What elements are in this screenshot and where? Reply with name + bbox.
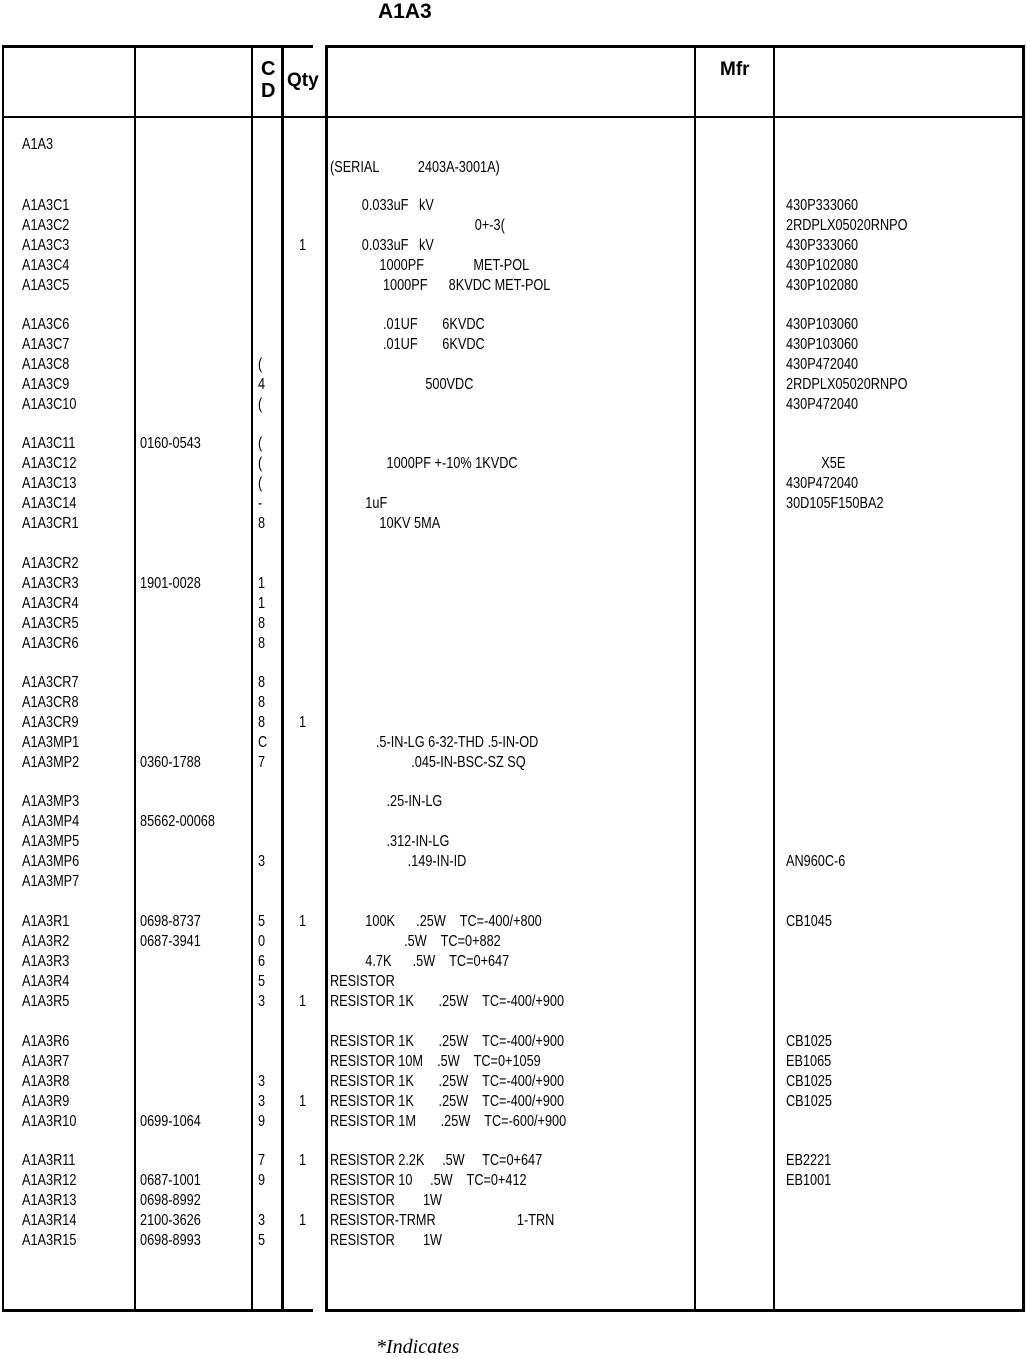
description: .01UF 6KVDC — [330, 336, 485, 353]
ref-designator: A1A3R9 — [22, 1093, 70, 1110]
ref-designator: A1A3CR6 — [22, 635, 79, 652]
description: 10KV 5MA — [330, 515, 441, 532]
ref-designator: A1A3R6 — [22, 1033, 70, 1050]
ref-designator: A1A3R7 — [22, 1053, 70, 1070]
check-digit: 1 — [258, 595, 266, 612]
col-line-qty — [281, 45, 284, 1312]
col-line-pn — [134, 45, 136, 1312]
ref-designator: A1A3MP4 — [22, 813, 80, 830]
check-digit: ( — [258, 396, 263, 413]
ref-designator: A1A3C13 — [22, 475, 77, 492]
description: 100K .25W TC=-400/+800 — [330, 913, 542, 930]
description: 0.033uF kV — [330, 197, 434, 214]
mfr-part-number: AN960C-6 — [786, 853, 846, 870]
mfr-part-number: 430P472040 — [786, 396, 859, 413]
ref-designator: A1A3C11 — [22, 435, 76, 452]
part-number: 0698-8737 — [140, 913, 201, 930]
ref-designator: A1A3R2 — [22, 933, 70, 950]
mfr-part-number: 430P333060 — [786, 197, 859, 214]
footer-note: *Indicates — [376, 1336, 460, 1358]
quantity: 1 — [299, 237, 307, 254]
mfr-part-number: 430P102080 — [786, 277, 859, 294]
quantity: 1 — [299, 714, 307, 731]
mfr-part-number: CB1025 — [786, 1033, 832, 1050]
description: .045-IN-BSC-SZ SQ — [330, 754, 526, 771]
check-digit: 3 — [258, 1093, 266, 1110]
quantity: 1 — [299, 1152, 307, 1169]
ref-designator: A1A3R8 — [22, 1073, 70, 1090]
description: 0+-3( — [330, 217, 505, 234]
mfr-part-number: 430P333060 — [786, 237, 859, 254]
part-number: 0160-0543 — [140, 435, 201, 452]
check-digit: C — [258, 734, 268, 751]
ref-designator: A1A3R4 — [22, 973, 70, 990]
quantity: 1 — [299, 993, 307, 1010]
header-qty: Qty — [287, 70, 319, 91]
description: 1000PF MET-POL — [330, 257, 530, 274]
check-digit: 8 — [258, 615, 266, 632]
check-digit: 3 — [258, 853, 266, 870]
description: RESISTOR 2.2K .5W TC=0+647 — [330, 1152, 543, 1169]
check-digit: 8 — [258, 694, 266, 711]
check-digit: 8 — [258, 635, 266, 652]
col-line-cd — [251, 45, 253, 1312]
description: RESISTOR 1K .25W TC=-400/+900 — [330, 1073, 565, 1090]
description: RESISTOR 10M .5W TC=0+1059 — [330, 1053, 541, 1070]
ref-designator: A1A3R13 — [22, 1192, 77, 1209]
header-cd-c: C — [261, 58, 276, 80]
ref-designator: A1A3C6 — [22, 316, 70, 333]
description: 1uF — [330, 495, 388, 512]
quantity: 1 — [299, 1093, 307, 1110]
check-digit: 6 — [258, 953, 266, 970]
ref-designator: A1A3C7 — [22, 336, 70, 353]
check-digit: - — [258, 495, 263, 512]
part-number: 1901-0028 — [140, 575, 201, 592]
part-number: 0687-3941 — [140, 933, 201, 950]
description: RESISTOR 1W — [330, 1192, 443, 1209]
ref-designator: A1A3C5 — [22, 277, 70, 294]
ref-designator: A1A3R15 — [22, 1232, 77, 1249]
ref-designator: A1A3 — [22, 136, 54, 153]
quantity: 1 — [299, 913, 307, 930]
check-digit: 3 — [258, 1212, 266, 1229]
check-digit: 5 — [258, 913, 266, 930]
part-number: 85662-00068 — [140, 813, 215, 830]
check-digit: 5 — [258, 1232, 266, 1249]
description: (SERIAL 2403A-3001A) — [330, 159, 500, 176]
description: RESISTOR — [330, 973, 395, 990]
ref-designator: A1A3CR7 — [22, 674, 79, 691]
ref-designator: A1A3MP1 — [22, 734, 80, 751]
mfr-part-number: CB1025 — [786, 1073, 832, 1090]
mfr-part-number: 2RDPLX05020RNPO — [786, 376, 908, 393]
table-bottom-border-right — [327, 1309, 1025, 1312]
table-top-border-right — [327, 45, 1025, 48]
ref-designator: A1A3C2 — [22, 217, 70, 234]
ref-designator: A1A3MP2 — [22, 754, 80, 771]
check-digit: 8 — [258, 515, 266, 532]
description: .01UF 6KVDC — [330, 316, 485, 333]
check-digit: 7 — [258, 754, 266, 771]
ref-designator: A1A3CR1 — [22, 515, 79, 532]
mfr-part-number: EB2221 — [786, 1152, 832, 1169]
mfr-part-number: X5E — [786, 455, 846, 472]
table-top-border — [2, 45, 313, 48]
table-bottom-border — [2, 1309, 313, 1312]
check-digit: ( — [258, 435, 263, 452]
ref-designator: A1A3C3 — [22, 237, 70, 254]
description: RESISTOR 10 .5W TC=0+412 — [330, 1172, 527, 1189]
mfr-part-number: 430P102080 — [786, 257, 859, 274]
ref-designator: A1A3R11 — [22, 1152, 76, 1169]
ref-designator: A1A3R3 — [22, 953, 70, 970]
ref-designator: A1A3R10 — [22, 1113, 77, 1130]
check-digit: 4 — [258, 376, 266, 393]
mfr-part-number: 430P472040 — [786, 475, 859, 492]
ref-designator: A1A3R1 — [22, 913, 70, 930]
part-number: 0687-1001 — [140, 1172, 201, 1189]
check-digit: 8 — [258, 674, 266, 691]
description: RESISTOR 1M .25W TC=-600/+900 — [330, 1113, 567, 1130]
mfr-part-number: 430P103060 — [786, 336, 859, 353]
description: RESISTOR 1K .25W TC=-400/+900 — [330, 1033, 565, 1050]
check-digit: 5 — [258, 973, 266, 990]
check-digit: 7 — [258, 1152, 266, 1169]
ref-designator: A1A3MP6 — [22, 853, 80, 870]
mfr-part-number: CB1025 — [786, 1093, 832, 1110]
check-digit: ( — [258, 475, 263, 492]
ref-designator: A1A3C14 — [22, 495, 77, 512]
description: 4.7K .5W TC=0+647 — [330, 953, 510, 970]
check-digit: 3 — [258, 993, 266, 1010]
ref-designator: A1A3C8 — [22, 356, 70, 373]
ref-designator: A1A3C4 — [22, 257, 70, 274]
header-cd-d: D — [261, 80, 276, 102]
col-line-mfr — [694, 45, 696, 1312]
ref-designator: A1A3CR9 — [22, 714, 79, 731]
check-digit: ( — [258, 455, 263, 472]
description: .312-IN-LG — [330, 833, 450, 850]
description: 1000PF +-10% 1KVDC — [330, 455, 518, 472]
col-line-mpn — [773, 45, 775, 1312]
part-number: 2100-3626 — [140, 1212, 201, 1229]
ref-designator: A1A3CR8 — [22, 694, 79, 711]
ref-designator: A1A3MP3 — [22, 793, 80, 810]
ref-designator: A1A3MP7 — [22, 873, 80, 890]
quantity: 1 — [299, 1212, 307, 1229]
col-line-desc — [325, 45, 328, 1312]
mfr-part-number: 430P103060 — [786, 316, 859, 333]
col-line-right — [1022, 45, 1025, 1312]
description: 500VDC — [330, 376, 474, 393]
mfr-part-number: 30D105F150BA2 — [786, 495, 884, 512]
part-number: 0699-1064 — [140, 1113, 201, 1130]
ref-designator: A1A3C12 — [22, 455, 77, 472]
check-digit: 3 — [258, 1073, 266, 1090]
ref-designator: A1A3R5 — [22, 993, 70, 1010]
description: 1000PF 8KVDC MET-POL — [330, 277, 551, 294]
ref-designator: A1A3R12 — [22, 1172, 77, 1189]
check-digit: 8 — [258, 714, 266, 731]
description: 0.033uF kV — [330, 237, 434, 254]
description: RESISTOR 1K .25W TC=-400/+900 — [330, 1093, 565, 1110]
mfr-part-number: CB1045 — [786, 913, 832, 930]
ref-designator: A1A3CR2 — [22, 555, 79, 572]
part-number: 0698-8993 — [140, 1232, 201, 1249]
description: RESISTOR-TRMR 1-TRN — [330, 1212, 555, 1229]
check-digit: 1 — [258, 575, 266, 592]
check-digit: 0 — [258, 933, 266, 950]
part-number: 0698-8992 — [140, 1192, 201, 1209]
mfr-part-number: EB1001 — [786, 1172, 832, 1189]
mfr-part-number: EB1065 — [786, 1053, 832, 1070]
description: .25-IN-LG — [330, 793, 443, 810]
description: .5-IN-LG 6-32-THD .5-IN-OD — [330, 734, 539, 751]
ref-designator: A1A3C10 — [22, 396, 77, 413]
check-digit: ( — [258, 356, 263, 373]
ref-designator: A1A3R14 — [22, 1212, 77, 1229]
ref-designator: A1A3CR5 — [22, 615, 79, 632]
part-number: 0360-1788 — [140, 754, 201, 771]
description: RESISTOR 1W — [330, 1232, 443, 1249]
ref-designator: A1A3C9 — [22, 376, 70, 393]
ref-designator: A1A3CR3 — [22, 575, 79, 592]
mfr-part-number: 2RDPLX05020RNPO — [786, 217, 908, 234]
col-line-left — [2, 45, 4, 1312]
mfr-part-number: 430P472040 — [786, 356, 859, 373]
header-mfr: Mfr — [720, 59, 750, 80]
check-digit: 9 — [258, 1113, 266, 1130]
check-digit: 9 — [258, 1172, 266, 1189]
header-divider — [2, 116, 1025, 118]
description: RESISTOR 1K .25W TC=-400/+900 — [330, 993, 565, 1010]
page-title: A1A3 — [378, 0, 432, 23]
description: .5W TC=0+882 — [330, 933, 501, 950]
ref-designator: A1A3CR4 — [22, 595, 79, 612]
ref-designator: A1A3C1 — [22, 197, 70, 214]
ref-designator: A1A3MP5 — [22, 833, 80, 850]
description: .149-IN-ID — [330, 853, 467, 870]
